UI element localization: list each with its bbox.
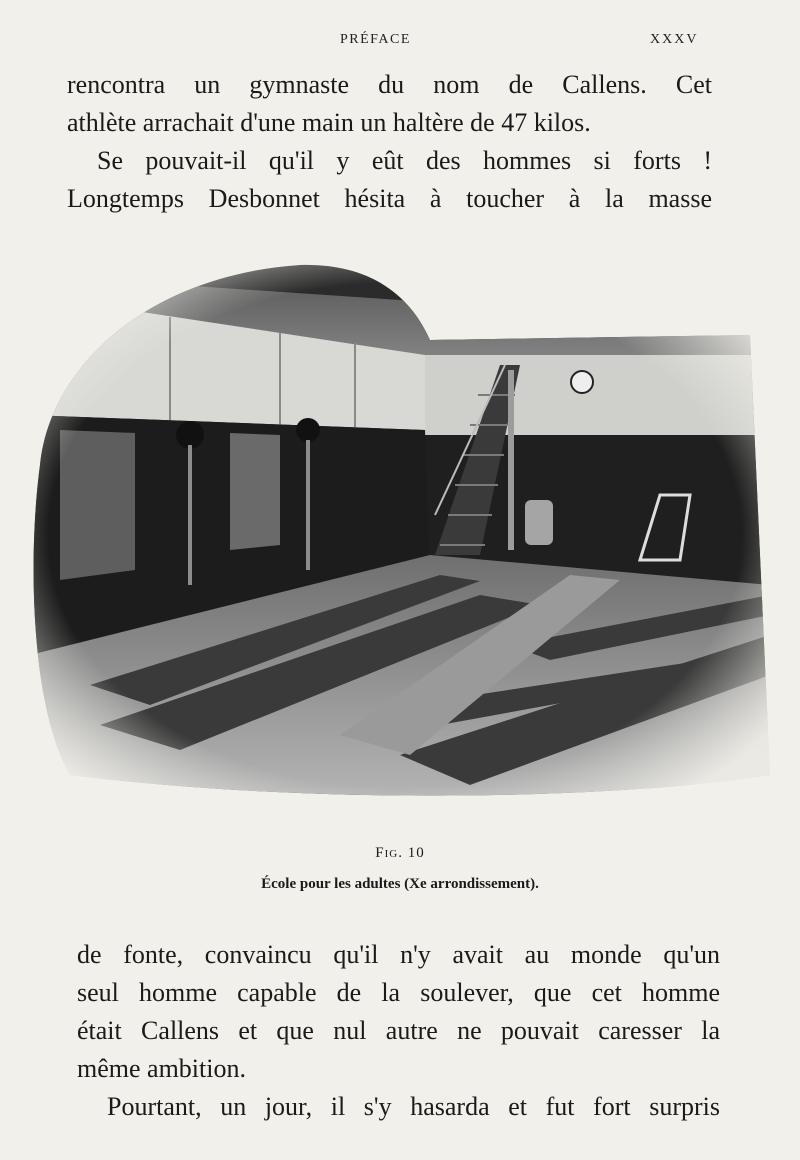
text-line: athlète arrachait d'une main un haltère de 47 kilos. [67,108,591,137]
text-line: de fonte, convaincu qu'il n'y avait au monde qu'un [77,940,720,969]
text-line: rencontra un gymnaste du nom de Callens. Cet [67,70,712,99]
gym-photograph [10,255,780,815]
text-line: seul homme capable de la soulever, que cet homme [77,978,720,1007]
running-header [0,30,800,54]
text-line: Pourtant, un jour, il s'y hasarda et fut fort surpris [107,1092,720,1121]
text-line: Se pouvait-il qu'il y eût des hommes si forts ! [97,146,712,175]
top-paragraphs [67,66,712,218]
page-number: XXXV [650,32,699,47]
figure-caption: École pour les adultes (Xe arrondissement). [261,876,539,892]
figure-label: Fig. 10 [375,845,425,861]
running-title: PRÉFACE [340,32,411,47]
text-line: était Callens et que nul autre ne pouvait caresser la [77,1016,720,1045]
bottom-paragraphs [77,936,720,1126]
text-line: même ambition. [77,1054,246,1083]
text-line: Longtemps Desbonnet hésita à toucher à la masse [67,184,712,213]
